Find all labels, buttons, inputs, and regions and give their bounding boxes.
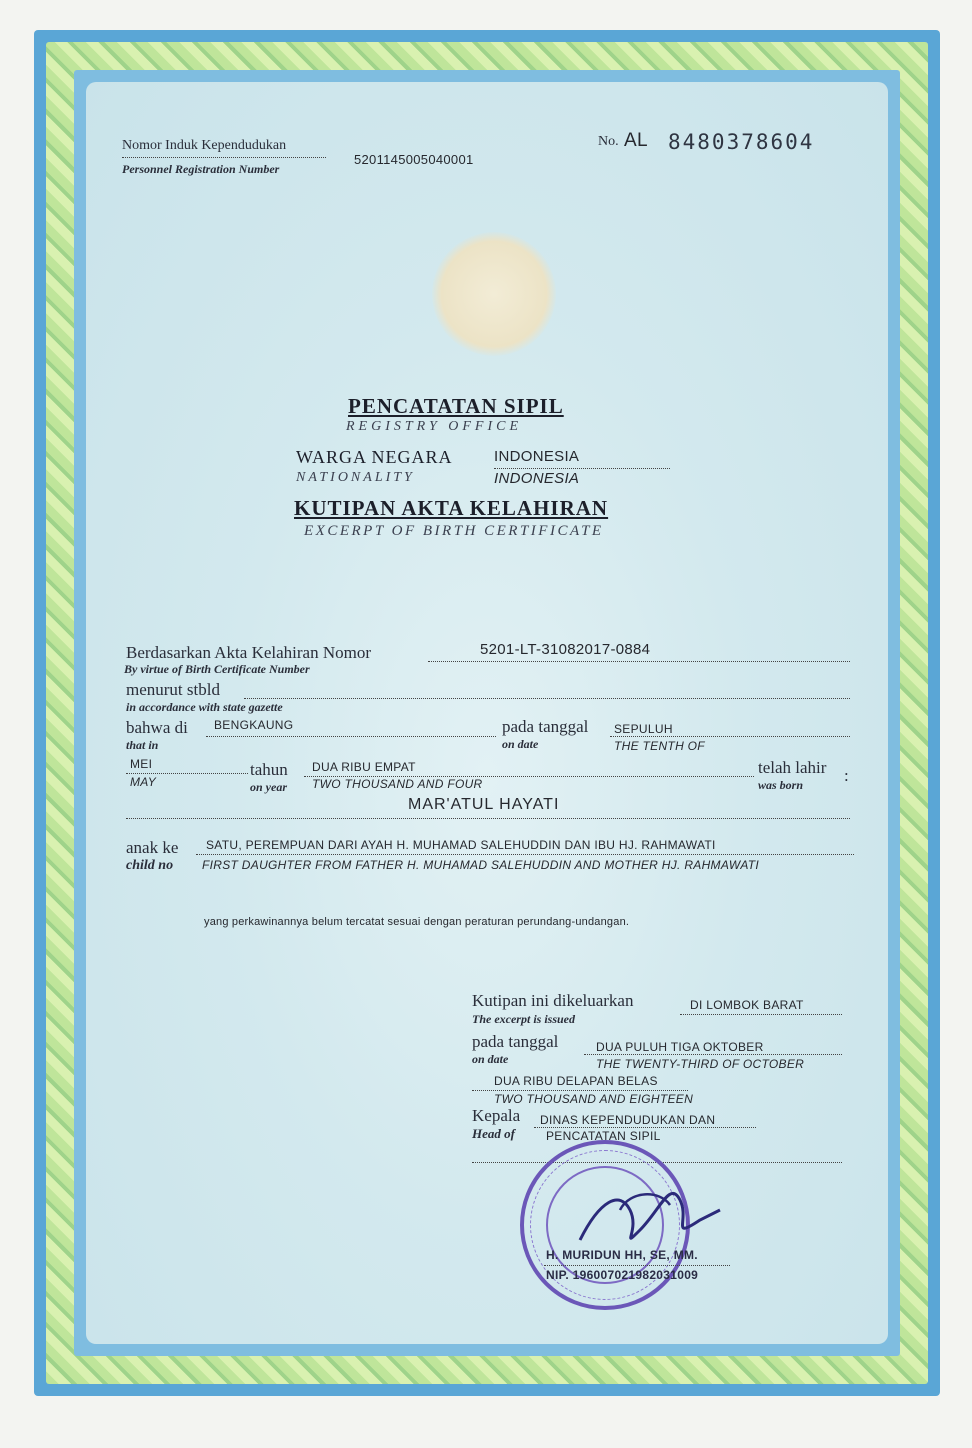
child-no-label: anak ke — [126, 838, 179, 857]
nationality-label: WARGA NEGARA — [296, 447, 453, 467]
birth-month-value-en: MAY — [130, 775, 157, 789]
issue-year-value-en: TWO THOUSAND AND EIGHTEEN — [494, 1092, 694, 1106]
born-label: telah lahir — [758, 758, 827, 777]
cert-no-rule — [428, 661, 850, 662]
office-title-en: REGISTRY OFFICE — [346, 419, 523, 434]
stbld-rule — [244, 698, 850, 699]
head-label: Kepala — [472, 1106, 521, 1125]
child-name: MAR'ATUL HAYATI — [408, 796, 560, 813]
birth-date-label-en: on date — [502, 737, 539, 751]
marriage-note: yang perkawinannya belum tercatat sesuai dengan peraturan perundang-undangan. — [204, 916, 630, 928]
birth-year-value-en: TWO THOUSAND AND FOUR — [312, 777, 483, 791]
cert-no-label-en: By virtue of Birth Certificate Number — [124, 662, 310, 676]
issued-place-rule — [680, 1014, 842, 1015]
head-office-rule — [534, 1127, 756, 1128]
garuda-watermark-icon — [432, 232, 556, 356]
cert-no-value: 5201-LT-31082017-0884 — [480, 641, 651, 658]
nationality-value-en: INDONESIA — [494, 470, 580, 487]
child-name-rule — [126, 818, 850, 819]
child-no-value-en: FIRST DAUGHTER FROM FATHER H. MUHAMAD SALEHUDDIN AND MOTHER HJ. RAHMAWATI — [202, 858, 760, 872]
nationality-value: INDONESIA — [494, 448, 580, 465]
place-label: bahwa di — [126, 718, 188, 737]
document-title: KUTIPAN AKTA KELAHIRAN — [294, 496, 609, 520]
birth-month-value: MEI — [130, 757, 153, 771]
birth-date-label: pada tanggal — [502, 717, 589, 736]
stbld-label-en: in accordance with state gazette — [126, 700, 283, 714]
born-label-en: was born — [758, 778, 804, 792]
cert-no-label: Berdasarkan Akta Kelahiran Nomor — [126, 643, 371, 662]
child-no-label-en: child no — [126, 858, 174, 873]
nik-value: 5201145005040001 — [354, 152, 474, 167]
birth-day-value: SEPULUH — [614, 722, 673, 736]
issue-year-value: DUA RIBU DELAPAN BELAS — [494, 1074, 658, 1088]
place-value: BENGKAUNG — [214, 718, 294, 732]
issue-date-label-en: on date — [472, 1052, 509, 1066]
nationality-label-en: NATIONALITY — [296, 470, 415, 485]
child-no-rule — [196, 854, 854, 855]
serial-label: No. — [598, 134, 619, 149]
head-label-en: Head of — [472, 1126, 515, 1141]
place-rule — [206, 736, 496, 737]
office-title: PENCATATAN SIPIL — [348, 394, 564, 418]
document-title-en: EXCERPT OF BIRTH CERTIFICATE — [304, 523, 604, 539]
serial-number: 8480378604 — [668, 130, 815, 154]
nik-label-en: Personnel Registration Number — [122, 162, 280, 176]
signatory-name: H. MURIDUN HH, SE, MM. — [546, 1248, 698, 1262]
born-colon: : — [844, 766, 849, 785]
nik-label: Nomor Induk Kependudukan — [122, 138, 287, 153]
birth-day-rule — [610, 736, 850, 737]
signature-icon — [560, 1170, 740, 1260]
issued-label-en: The excerpt is issued — [472, 1012, 575, 1026]
child-no-value: SATU, PEREMPUAN DARI AYAH H. MUHAMAD SALEHUDDIN DAN IBU HJ. RAHMAWATI — [206, 838, 716, 852]
issued-place: DI LOMBOK BARAT — [690, 998, 804, 1012]
birth-year-label-en: on year — [250, 780, 287, 794]
birth-year-label: tahun — [250, 760, 288, 779]
birth-day-value-en: THE TENTH OF — [614, 739, 705, 753]
issue-date-rule — [584, 1054, 842, 1055]
issue-date-value-en: THE TWENTY-THIRD OF OCTOBER — [596, 1057, 805, 1071]
signatory-rule — [544, 1265, 730, 1266]
issue-date-label: pada tanggal — [472, 1032, 559, 1051]
birth-month-rule — [126, 773, 248, 774]
nationality-rule — [494, 468, 670, 469]
place-label-en: that in — [126, 738, 159, 752]
stbld-label: menurut stbld — [126, 680, 220, 699]
birth-year-value: DUA RIBU EMPAT — [312, 760, 416, 774]
issue-date-value: DUA PULUH TIGA OKTOBER — [596, 1040, 764, 1054]
head-office-line-1: DINAS KEPENDUDUKAN DAN — [540, 1113, 716, 1127]
head-office-line-2: PENCATATAN SIPIL — [546, 1129, 661, 1143]
nik-label-rule — [122, 157, 326, 158]
issue-year-rule — [472, 1090, 688, 1091]
issued-label: Kutipan ini dikeluarkan — [472, 991, 634, 1010]
signatory-nip: NIP. 196007021982031009 — [546, 1268, 699, 1282]
serial-prefix: AL — [624, 130, 648, 151]
